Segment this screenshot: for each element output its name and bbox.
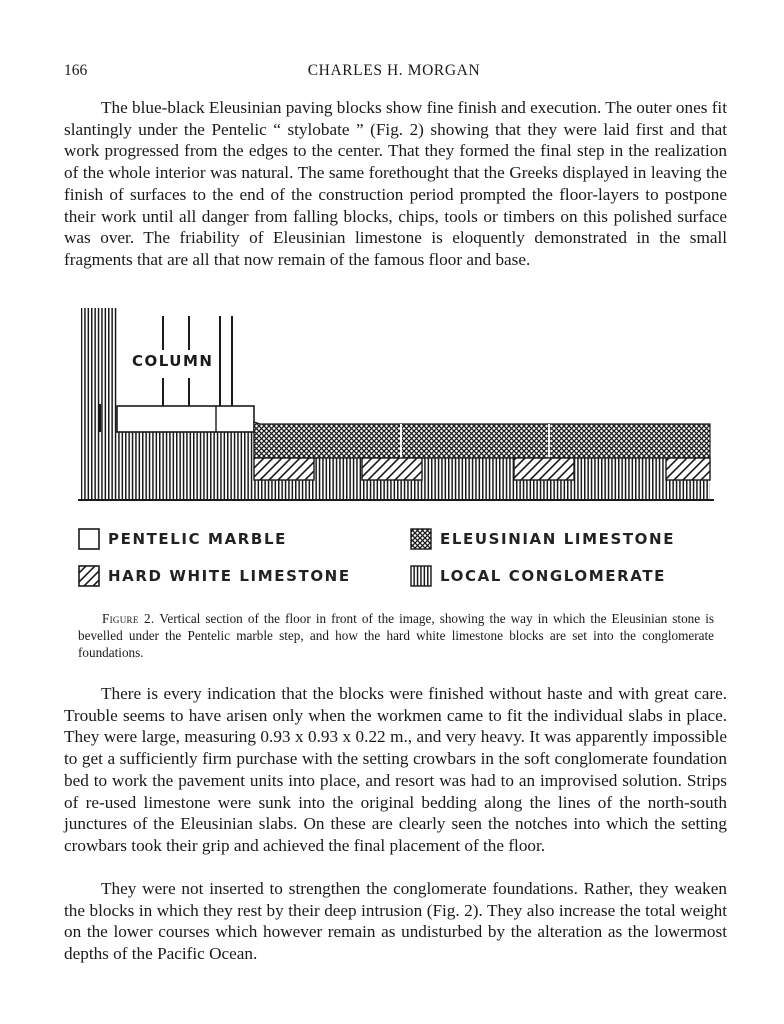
floor-section-figure	[74, 306, 718, 506]
legend-label: LOCAL CONGLOMERATE	[440, 567, 667, 585]
paragraph-paving-blocks: The blue-black Eleusinian paving blocks show fine finish and execution. The outer ones fit slantingly under the Pentelic “ stylobate ” (Fig. 2) showing that they were laid first and that work progressed from the edges to the center. That they formed the final step in the realization of the whole interior was natural. The same forethought that the Greeks displayed in leaving the finish of surfaces to the end of the construction period prompted the floor-layers to postpone their work until all danger from falling blocks, chips, tools or timbers on this polished surface was over. The friability of Eleusinian limestone is eloquently demonstrated in the small fragments that are all that now remain of the famous floor and base.	[64, 98, 727, 269]
legend-label: ELEUSINIAN LIMESTONE	[440, 530, 676, 548]
legend-label: HARD WHITE LIMESTONE	[108, 567, 351, 585]
hard-white-limestone-strip	[362, 458, 422, 480]
pentelic-marble-step	[117, 406, 254, 432]
local-conglomerate-swatch	[410, 565, 432, 587]
page-number: 166	[64, 62, 88, 79]
pentelic-marble-swatch	[78, 528, 100, 550]
running-head	[64, 62, 724, 82]
column	[132, 316, 232, 406]
hard-white-limestone-swatch	[78, 565, 100, 587]
hard-white-limestone-strip	[254, 458, 314, 480]
figure-caption	[78, 610, 714, 661]
author-running-head: CHARLES H. MORGAN	[307, 62, 481, 79]
figure-caption-label: Figure 2.	[102, 611, 155, 626]
hard-white-limestone-strip	[666, 458, 710, 480]
column-label: COLUMN	[132, 352, 214, 370]
paragraph-strengthen: They were not inserted to strengthen the conglomerate foundations. Rather, they weaken the blocks in which they rest by their deep intrusion (Fig. 2). They also increase the total weight on the lower courses which however remain as undisturbed by the alteration as the lowermost depths of the Pacific Ocean.	[64, 879, 727, 964]
legend-label: PENTELIC MARBLE	[108, 530, 287, 548]
figure-caption-text: Vertical section of the floor in front of the image, showing the way in which the Eleusinian stone is bevelled under the Pentelic marble step, and how the hard white limestone blocks are set into the conglomerate foundations.	[78, 611, 714, 660]
paragraph-finishing: There is every indication that the blocks were finished without haste and with great care. Trouble seems to have arisen only when the workmen came to fit the individual slabs in place. They were large, measuring 0.93 x 0.93 x 0.22 m., and very heavy. It was apparently impossible to get a sufficiently firm purchase with the setting crowbars in the soft conglomerate foundation bed to work the pavement units into place, and resort was had to an improvised solution. Strips of re-used limestone were sunk into the original bedding along the lines of the north-south junctures of the Eleusinian slabs. On these are clearly seen the notches into which the setting crowbars took their grip and achieved the final placement of the floor.	[64, 684, 727, 855]
eleusinian-limestone-swatch	[410, 528, 432, 550]
hard-white-limestone-strip	[514, 458, 574, 480]
figure-legend	[78, 526, 728, 598]
eleusinian-limestone-pavement	[254, 422, 710, 458]
